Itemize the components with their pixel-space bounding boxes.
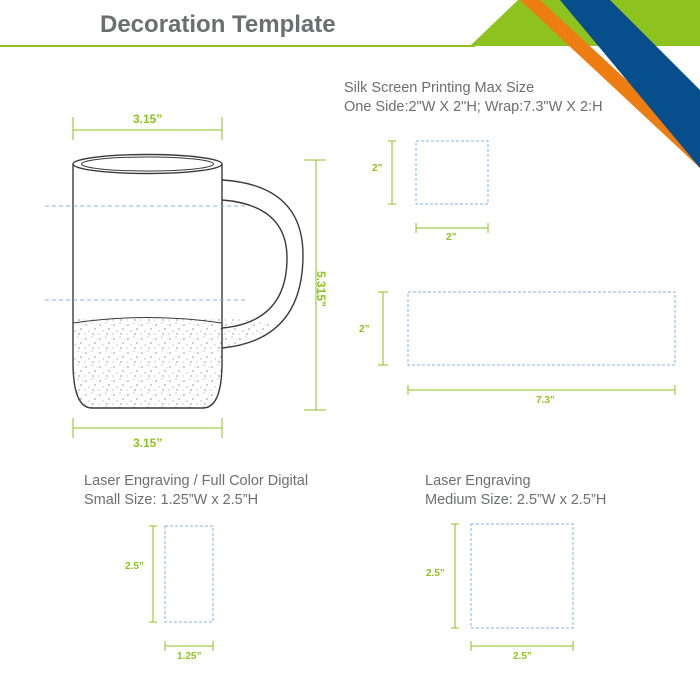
laser-medium-area xyxy=(471,524,573,628)
laser-medium-spec: Medium Size: 2.5”W x 2.5”H xyxy=(425,492,607,508)
silk-one-side-width-label: 2” xyxy=(446,232,457,243)
mug-bottom-width-label: 3.15” xyxy=(133,436,163,450)
laser-small-area xyxy=(165,526,213,622)
silk-screen-text xyxy=(344,79,603,117)
laser-small-heading: Laser Engraving / Full Color Digital xyxy=(84,473,309,489)
mug-height-label: 5.315” xyxy=(314,270,329,308)
laser-small-dimensions xyxy=(149,526,213,651)
silk-one-side-area xyxy=(416,141,488,204)
laser-medium-text xyxy=(425,472,606,510)
laser-medium-width-label: 2.5” xyxy=(513,651,532,662)
laser-medium-dimensions xyxy=(451,524,573,651)
laser-medium-heading: Laser Engraving xyxy=(425,473,531,489)
mug-speckled-base xyxy=(70,318,230,413)
silk-wrap-height-label: 2” xyxy=(359,324,370,335)
laser-small-spec: Small Size: 1.25”W x 2.5”H xyxy=(84,492,259,508)
laser-small-text xyxy=(84,472,308,510)
silk-wrap-width-label: 7.3” xyxy=(536,395,555,406)
silk-wrap-area xyxy=(408,292,675,365)
mug-top-width-label: 3.15” xyxy=(133,112,163,126)
silk-screen-heading: Silk Screen Printing Max Size xyxy=(344,80,535,96)
silk-wrap-dimensions xyxy=(378,292,675,395)
mug-drawing xyxy=(70,155,303,414)
laser-small-width-label: 1.25” xyxy=(177,651,202,662)
silk-screen-spec: One Side:2"W X 2"H; Wrap:7.3"W X 2:H xyxy=(344,99,603,115)
laser-medium-height-label: 2.5” xyxy=(426,568,445,579)
silk-one-side-dimensions xyxy=(388,141,488,233)
mug-handle-inner xyxy=(222,200,287,328)
silk-one-side-height-label: 2” xyxy=(372,163,383,174)
page-title: Decoration Template xyxy=(100,11,336,38)
laser-small-height-label: 2.5” xyxy=(125,561,144,572)
